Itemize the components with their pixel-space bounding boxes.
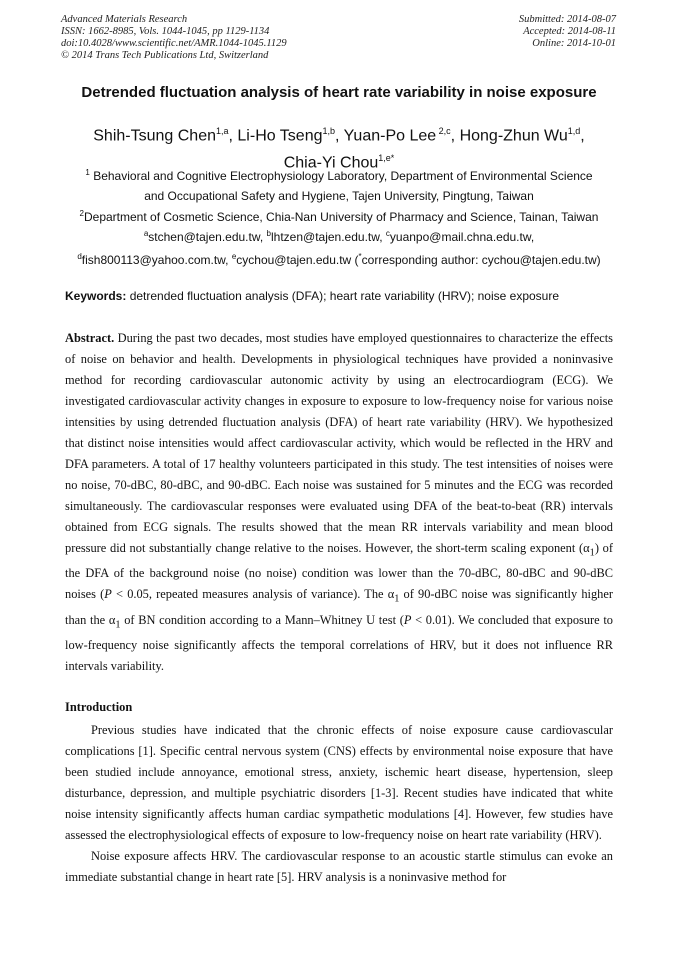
author-name: Shih-Tsung Chen: [93, 127, 216, 145]
corresponding-note: corresponding author: cychou@tajen.edu.tw): [361, 253, 601, 267]
author-sup: 1,b: [322, 126, 336, 136]
abstract-text: During the past two decades, most studies have employed questionnaires to characterize the effects of noise on behavior and health. Developments in physiological techniques have provided a noninvasive method for recording cardiovascular autonomic activity by using an electrocardiogram (ECG). We investigated cardiovascular activity changes in exposure to exposure to low-frequency noise for various noise intensities by using detrended fluctuation analysis (DFA) of heart rate variability (HRV). We hypothesized that distinct noise intensities would affect cardiovascular activity, which would be reflected in the HRV and DFA parameters. A total of 17 healthy volunteers participated in this study. The test intensities of noises were no noise, 70-dBC, 80-dBC, and 90-dBC. Each noise was sustained for 5 minutes and the ECG was recorded simultaneously. The cardiovascular responses were evaluated using DFA of the beat-to-beat (RR) intervals obtained from ECG signals. The results showed that the mean RR intervals variability and mean blood pressure did not substantially change relative to the noises. However, the short-term scaling exponent (α: [65, 331, 613, 555]
keywords: [65, 289, 625, 303]
p-value-symbol: P: [403, 612, 412, 627]
journal-header: [61, 14, 287, 62]
email-sup: c: [385, 229, 390, 238]
paragraph: Noise exposure affects HRV. The cardiovascular response to an acoustic startle stimulus can evoke an immediate substantial change in heart rate [5]. HRV analysis is a noninvasive method for: [65, 849, 613, 884]
author-name: Li-Ho Tseng: [237, 127, 323, 145]
email-link[interactable]: lhtzen@tajen.edu.tw,: [270, 230, 386, 244]
introduction-heading: Introduction: [65, 700, 133, 714]
author-name: Hong-Zhun Wu: [459, 127, 568, 145]
journal-name: Advanced Materials Research: [61, 14, 188, 25]
email-sup: a: [143, 229, 149, 238]
abstract-text: ) of the DFA of the background noise (no noise) condition was lower than the 70-dBC, 80-dBC and 90-dBC noises (: [65, 541, 613, 602]
email-sup: b: [266, 229, 271, 238]
author-separator: ,: [228, 127, 238, 145]
submitted-date: Submitted: 2014-08-07: [518, 14, 616, 25]
author-name: Chia-Yi Chou: [283, 154, 379, 172]
affiliation-1: [60, 163, 618, 206]
abstract-label: Abstract.: [65, 331, 115, 345]
author-separator: ,: [335, 127, 344, 145]
online-date: Online: 2014-10-01: [532, 38, 616, 49]
subscript: 1: [115, 619, 121, 631]
paragraph: Previous studies have indicated that the chronic effects of noise exposure cause cardiovascular complications [1]. Specific central nervous system (CNS) effects by environmental noise exposure that have been studied include annoyance, emotional stress, anxiety, ischemic heart disease, hypertension, sleep disturbance, depression, and multiple psychiatric disorders [1-3]. Recent studies have indicated that white noise intensity significantly affects human cardiac sympathetic modulations [4]. However, few studies have assessed the electrophysiological effects of exposure to low-frequency noise on heart rate variability (HRV).: [65, 723, 613, 842]
abstract: [65, 328, 613, 677]
email-list: [60, 224, 618, 270]
dates-header: [519, 14, 616, 50]
email-link[interactable]: cychou@tajen.edu.tw (: [236, 253, 359, 267]
author-separator: ,: [450, 127, 460, 145]
affiliation-number: 1: [85, 168, 90, 177]
email-link[interactable]: stchen@tajen.edu.tw,: [148, 230, 267, 244]
author-sup: 1,d: [567, 126, 581, 136]
affiliation-number: 2: [79, 209, 84, 218]
keywords-label: Keywords:: [65, 289, 127, 303]
email-link[interactable]: fish800113@yahoo.com.tw,: [81, 253, 232, 267]
author-sup: 1,e*: [378, 153, 395, 164]
abstract-text: of 90-dBC noise was significantly higher than the α: [65, 587, 613, 627]
accepted-date: Accepted: 2014-08-11: [523, 26, 616, 37]
keywords-text: detrended fluctuation analysis (DFA); heart rate variability (HRV); noise exposure: [126, 289, 560, 303]
doi-line: doi:10.4028/www.scientific.net/AMR.1044-1045.1129: [61, 38, 287, 49]
subscript: 1: [394, 593, 400, 605]
abstract-text: < 0.05, repeated measures analysis of variance). The α: [111, 587, 395, 602]
issn-line: ISSN: 1662-8985, Vols. 1044-1045, pp 1129-1134: [61, 26, 270, 37]
author-name: Yuan-Po Lee: [343, 127, 437, 145]
email-link[interactable]: yuanpo@mail.chna.edu.tw,: [389, 230, 535, 244]
author-sup: 1,a: [216, 126, 229, 136]
corresponding-sup: *: [358, 252, 362, 261]
introduction-body: [65, 720, 613, 888]
copyright-line: © 2014 Trans Tech Publications Ltd, Switzerland: [61, 50, 269, 61]
p-value-symbol: P: [104, 587, 112, 602]
paper-title: Detrended fluctuation analysis of heart rate variability in noise exposure: [81, 84, 597, 101]
email-sup: e: [231, 252, 237, 261]
author-separator: ,: [580, 127, 585, 145]
subscript: 1: [589, 547, 595, 559]
author-sup: 2,c: [436, 126, 451, 136]
email-sup: d: [77, 252, 82, 261]
affiliation-text: Department of Cosmetic Science, Chia-Nan University of Pharmacy and Science, Tainan, Taiwan: [83, 210, 599, 224]
affiliation-text: Behavioral and Cognitive Electrophysiology Laboratory, Department of Environmental Science: [93, 169, 593, 183]
affiliation-text: and Occupational Safety and Hygiene, Tajen University, Pingtung, Taiwan: [144, 189, 534, 203]
abstract-text: of BN condition according to a Mann–Whitney U test (: [120, 612, 404, 627]
abstract-text: < 0.01). We concluded that exposure to low-frequency noise significantly affects the temporal correlations of HRV, but it does not influence RR intervals variability.: [65, 612, 613, 674]
